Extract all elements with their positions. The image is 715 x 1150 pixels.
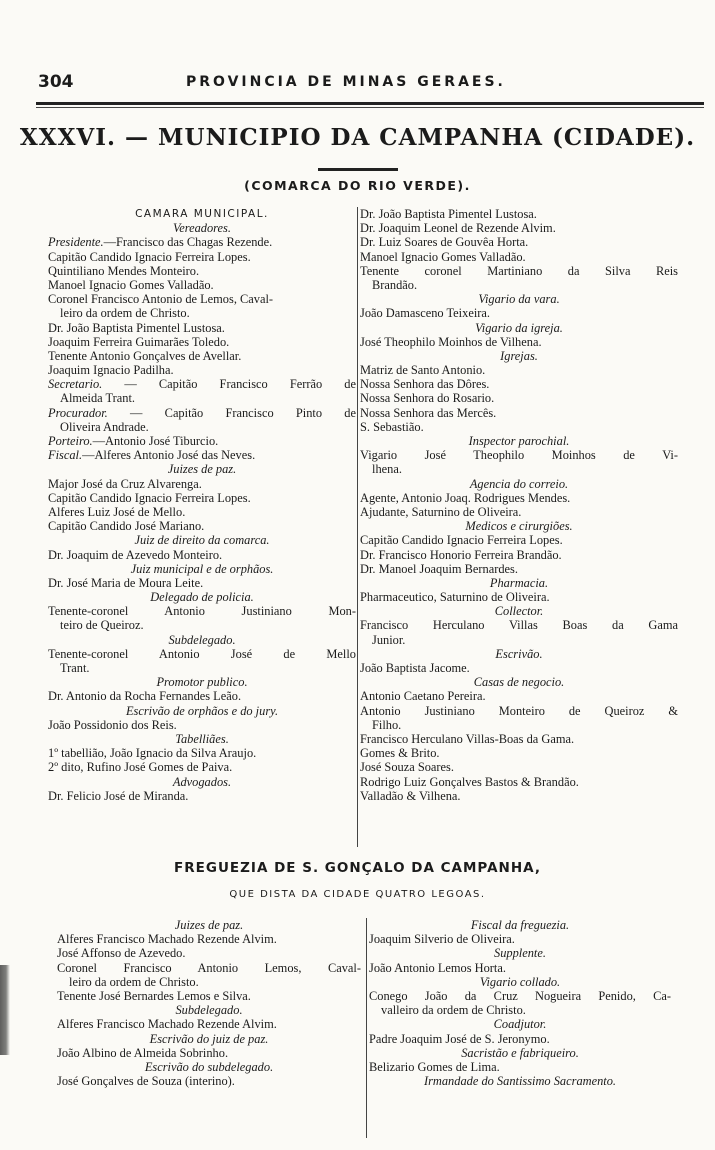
entry-text: Alferes Francisco Machado Rezende Alvim. xyxy=(57,932,277,947)
entry-text: lhena. xyxy=(372,462,402,477)
entry-text: Francisco Herculano Villas-Boas da Gama. xyxy=(360,731,575,746)
entry-text: João Baptista Jacome. xyxy=(360,661,470,675)
list-entry xyxy=(360,789,678,803)
list-entry xyxy=(48,250,356,264)
list-entry xyxy=(48,406,356,420)
section-heading xyxy=(369,1017,671,1031)
entry-text: Ajudante, Saturnino de Oliveira. xyxy=(360,504,522,519)
section-heading xyxy=(360,604,678,618)
entry-text: Supplente. xyxy=(494,946,546,961)
entry-text: Antonio Caetano Pereira. xyxy=(360,689,486,704)
entry-text: Subdelegado. xyxy=(175,1003,243,1018)
freguezia-heading: FREGUEZIA DE S. GONÇALO DA CAMPANHA, xyxy=(174,860,541,876)
municipio-title: XXXVI. — MUNICIPIO DA CAMPANHA (CIDADE). xyxy=(19,124,696,151)
entry-text: Juiz municipal e de orphãos. xyxy=(130,561,274,576)
section-heading xyxy=(48,533,356,547)
list-entry xyxy=(360,250,678,264)
list-entry xyxy=(48,363,356,377)
list-entry xyxy=(369,1032,671,1046)
list-entry xyxy=(48,278,356,292)
entry-text: Antonio Justiniano Monteiro de Queiroz & xyxy=(360,703,678,718)
list-entry xyxy=(48,746,356,760)
entry-text: —Francisco das Chagas Rezende. xyxy=(103,235,273,250)
entry-text: Escrivão do subdelegado. xyxy=(144,1059,274,1074)
list-entry xyxy=(360,462,678,476)
entry-text: Matriz de Santo Antonio. xyxy=(360,363,486,378)
list-entry xyxy=(360,689,678,703)
entry-text: Tenente José Bernardes Lemos e Silva. xyxy=(57,988,251,1003)
list-entry xyxy=(57,961,361,975)
entry-label: Presidente. xyxy=(48,235,104,250)
entry-text: Alferes Francisco Machado Rezende Alvim. xyxy=(57,1017,277,1032)
entry-text: Collector. xyxy=(494,604,544,619)
entry-text: Capitão Candido Ignacio Ferreira Lopes. xyxy=(48,249,251,264)
entry-text: Escrivão do juiz de paz. xyxy=(149,1031,269,1046)
entry-text: Manoel Ignacio Gomes Valladão. xyxy=(360,249,526,264)
entry-text: Capitão Candido Ignacio Ferreira Lopes. xyxy=(360,533,563,548)
entry-text: Belizario Gomes de Lima. xyxy=(369,1059,500,1074)
entry-text: —Antonio José Tiburcio. xyxy=(92,434,219,448)
list-entry xyxy=(57,932,361,946)
entry-text: Quintiliano Mendes Monteiro. xyxy=(48,263,200,278)
list-entry xyxy=(360,661,678,675)
section-heading xyxy=(369,975,671,989)
list-entry xyxy=(48,618,356,632)
entry-text: Manoel Ignacio Gomes Valladão. xyxy=(48,277,214,292)
entry-text: José Gonçalves de Souza (interino). xyxy=(57,1074,235,1089)
entry-text: Joaquim Ignacio Padilha. xyxy=(48,363,174,378)
entry-text: Trant. xyxy=(60,661,90,675)
section2-left-column xyxy=(57,918,361,1088)
entry-text: Dr. Luiz Soares de Gouvêa Horta. xyxy=(360,235,529,250)
entry-text: Fiscal da freguezia. xyxy=(470,918,570,932)
list-entry xyxy=(369,1003,671,1017)
entry-text: teiro de Queiroz. xyxy=(60,618,144,633)
entry-text: Igrejas. xyxy=(500,348,538,363)
entry-text: Francisco Herculano Villas Boas da Gama xyxy=(360,618,678,633)
entry-text: leiro da ordem de Christo. xyxy=(60,306,190,321)
section-heading xyxy=(48,633,356,647)
entry-text: Filho. xyxy=(372,717,402,732)
entry-text: Conego João da Cruz Nogueira Penido, Ca- xyxy=(369,988,671,1003)
list-entry xyxy=(48,647,356,661)
list-entry xyxy=(369,989,671,1003)
list-entry xyxy=(360,448,678,462)
list-entry xyxy=(360,207,678,221)
entry-text: Tenente-coronel Antonio Justiniano Mon- xyxy=(48,604,356,619)
list-entry xyxy=(48,292,356,306)
entry-text: Vigario collado. xyxy=(479,974,561,989)
column-divider xyxy=(366,918,367,1138)
list-entry xyxy=(48,789,356,803)
entry-text: Vigario da igreja. xyxy=(475,320,563,335)
entry-text: Nossa Senhora do Rosario. xyxy=(360,391,495,406)
entry-text: Irmandade do Santissimo Sacramento. xyxy=(423,1074,617,1089)
section-heading xyxy=(48,732,356,746)
entry-text: Agente, Antonio Joaq. Rodrigues Mendes. xyxy=(360,490,571,505)
list-entry xyxy=(48,306,356,320)
section-heading xyxy=(360,519,678,533)
list-entry xyxy=(360,732,678,746)
section1-left-column xyxy=(48,207,356,803)
entry-text: Capitão Candido José Mariano. xyxy=(48,519,205,534)
list-entry xyxy=(360,548,678,562)
list-entry xyxy=(48,689,356,703)
section-heading xyxy=(48,462,356,476)
title-rule xyxy=(318,168,398,171)
section-heading xyxy=(57,1032,361,1046)
section-heading xyxy=(360,292,678,306)
list-entry xyxy=(360,618,678,632)
entry-text: José Souza Soares. xyxy=(360,760,454,775)
entry-text: Promotor publico. xyxy=(156,675,248,690)
entry-text: Alferes Luiz José de Mello. xyxy=(48,504,186,519)
list-entry xyxy=(48,264,356,278)
entry-text: Almeida Trant. xyxy=(60,391,136,406)
entry-label: Porteiro. xyxy=(48,434,93,448)
running-title: PROVINCIA DE MINAS GERAES. xyxy=(186,74,506,90)
list-entry xyxy=(360,278,678,292)
entry-text: Nossa Senhora das Dôres. xyxy=(360,377,490,392)
entry-text: S. Sebastião. xyxy=(360,419,424,434)
list-entry xyxy=(360,264,678,278)
entry-text: Gomes & Brito. xyxy=(360,746,440,761)
list-entry xyxy=(360,377,678,391)
entry-text: Subdelegado. xyxy=(168,632,236,647)
list-entry xyxy=(360,775,678,789)
entry-text: leiro da ordem de Christo. xyxy=(69,974,199,989)
entry-text: Tenente-coronel Antonio José de Mello xyxy=(48,646,356,661)
entry-text: Juizes de paz. xyxy=(167,462,237,477)
entry-text: Dr. Francisco Honorio Ferreira Brandão. xyxy=(360,547,562,562)
list-entry xyxy=(48,434,356,448)
entry-text: Coronel Francisco Antonio Lemos, Caval- xyxy=(57,960,361,975)
comarca-subtitle: (COMARCA DO RIO VERDE). xyxy=(244,178,471,193)
running-head xyxy=(0,72,715,96)
list-entry xyxy=(360,406,678,420)
entry-text: Dr. Antonio da Rocha Fernandes Leão. xyxy=(48,689,242,704)
entry-text: João Possidonio dos Reis. xyxy=(48,717,177,732)
entry-text: Tabelliães. xyxy=(175,731,229,746)
header-rule-thin xyxy=(36,107,704,108)
list-entry xyxy=(48,321,356,335)
list-entry xyxy=(48,391,356,405)
list-entry xyxy=(360,235,678,249)
entry-text: Dr. Joaquim Leonel de Rezende Alvim. xyxy=(360,221,556,236)
list-entry xyxy=(48,349,356,363)
entry-text: Tenente Antonio Gonçalves de Avellar. xyxy=(48,348,242,363)
entry-text: Pharmaceutico, Saturnino de Oliveira. xyxy=(360,590,550,605)
entry-text: Dr. João Baptista Pimentel Lustosa. xyxy=(360,207,537,221)
entry-text: Dr. Joaquim de Azevedo Monteiro. xyxy=(48,547,223,562)
entry-text: Oliveira Andrade. xyxy=(60,419,149,434)
list-entry xyxy=(57,1046,361,1060)
list-entry xyxy=(57,1017,361,1031)
list-entry xyxy=(369,1060,671,1074)
list-entry xyxy=(48,519,356,533)
entry-text: 2º dito, Rufino José Gomes de Paiva. xyxy=(48,760,233,775)
entry-text: Inspector parochial. xyxy=(468,434,570,448)
entry-text: Coadjutor. xyxy=(493,1017,547,1032)
list-entry xyxy=(360,306,678,320)
section-heading xyxy=(360,576,678,590)
entry-text: Escrivão. xyxy=(495,646,543,661)
list-entry xyxy=(48,377,356,391)
entry-text: José Theophilo Moinhos de Vilhena. xyxy=(360,334,542,349)
entry-text: 1º tabellião, João Ignacio da Silva Araujo. xyxy=(48,746,257,761)
entry-text: — Capitão Francisco Ferrão de xyxy=(102,377,356,392)
entry-text: Vigario da vara. xyxy=(478,292,560,307)
list-entry xyxy=(360,760,678,774)
section-heading xyxy=(48,775,356,789)
list-entry xyxy=(360,420,678,434)
entry-text: Joaquim Silverio de Oliveira. xyxy=(369,932,515,947)
list-entry xyxy=(360,590,678,604)
list-entry xyxy=(360,363,678,377)
entry-text: Rodrigo Luiz Gonçalves Bastos & Brandão. xyxy=(360,774,579,789)
entry-text: José Affonso de Azevedo. xyxy=(57,946,186,961)
list-entry xyxy=(360,505,678,519)
entry-text: Dr. João Baptista Pimentel Lustosa. xyxy=(48,320,225,335)
entry-text: Dr. Felicio José de Miranda. xyxy=(48,788,189,803)
list-entry xyxy=(360,633,678,647)
list-entry xyxy=(48,548,356,562)
entry-text: —Alferes Antonio José das Neves. xyxy=(82,448,256,463)
entry-text: Padre Joaquim José de S. Jeronymo. xyxy=(369,1031,550,1046)
list-entry xyxy=(360,391,678,405)
list-entry xyxy=(57,1074,361,1088)
entry-text: Escrivão de orphãos e do jury. xyxy=(125,703,279,718)
section-heading xyxy=(360,349,678,363)
list-entry xyxy=(48,420,356,434)
entry-text: valleiro da ordem de Christo. xyxy=(381,1003,526,1018)
entry-text: Valladão & Vilhena. xyxy=(360,788,461,803)
entry-text: Delegado de policia. xyxy=(150,590,254,605)
entry-text: Junior. xyxy=(372,632,406,647)
freguezia-subline: QUE DISTA DA CIDADE QUATRO LEGOAS. xyxy=(229,889,486,900)
list-entry xyxy=(369,961,671,975)
section-heading xyxy=(369,918,671,932)
entry-text: Vereadores. xyxy=(173,221,231,236)
section-heading xyxy=(369,946,671,960)
list-entry xyxy=(360,746,678,760)
entry-text: Pharmacia. xyxy=(489,575,549,590)
list-entry xyxy=(48,235,356,249)
column-divider xyxy=(357,207,358,847)
entry-text: Brandão. xyxy=(372,277,418,292)
section-heading xyxy=(48,221,356,235)
entry-text: Juizes de paz. xyxy=(174,918,244,932)
section-heading xyxy=(369,1074,671,1088)
list-entry xyxy=(360,221,678,235)
entry-label: Procurador. xyxy=(48,405,108,420)
list-entry xyxy=(57,946,361,960)
list-entry xyxy=(48,661,356,675)
section-heading xyxy=(360,675,678,689)
entry-text: Dr. José Maria de Moura Leite. xyxy=(48,575,204,590)
entry-text: Vigario José Theophilo Moinhos de Vi- xyxy=(360,448,678,463)
section2-right-column xyxy=(369,918,671,1088)
list-entry xyxy=(369,932,671,946)
list-entry xyxy=(360,562,678,576)
list-entry xyxy=(57,975,361,989)
entry-text: Major José da Cruz Alvarenga. xyxy=(48,476,202,491)
list-entry xyxy=(57,989,361,1003)
section-heading xyxy=(48,675,356,689)
entry-text: Advogados. xyxy=(172,774,232,789)
section-heading xyxy=(57,918,361,932)
entry-text: Agencia do correio. xyxy=(469,476,569,491)
entry-label: Fiscal. xyxy=(48,448,83,463)
list-entry xyxy=(360,533,678,547)
list-entry xyxy=(360,491,678,505)
list-entry xyxy=(48,335,356,349)
entry-text: Joaquim Ferreira Guimarães Toledo. xyxy=(48,334,230,349)
entry-text: Tenente coronel Martiniano da Silva Reis xyxy=(360,263,678,278)
section-heading xyxy=(57,1003,361,1017)
list-entry xyxy=(48,718,356,732)
entry-text: João Damasceno Teixeira. xyxy=(360,306,490,321)
section-heading xyxy=(369,1046,671,1060)
header-rule-thick xyxy=(36,102,704,105)
section-heading xyxy=(360,434,678,448)
list-entry xyxy=(360,704,678,718)
list-entry xyxy=(48,576,356,590)
entry-text: João Antonio Lemos Horta. xyxy=(369,960,506,975)
section1-right-column xyxy=(360,207,678,803)
entry-text: Sacristão e fabriqueiro. xyxy=(461,1045,579,1060)
entry-label: Secretario. xyxy=(48,377,103,392)
entry-text: Juiz de direito da comarca. xyxy=(134,533,270,548)
entry-text: Casas de negocio. xyxy=(473,675,565,690)
entry-text: João Albino de Almeida Sobrinho. xyxy=(57,1045,229,1060)
list-entry xyxy=(48,207,356,221)
section-heading xyxy=(360,477,678,491)
entry-text: Coronel Francisco Antonio de Lemos, Caval- xyxy=(48,292,274,307)
section-heading xyxy=(48,704,356,718)
section-heading xyxy=(48,562,356,576)
section-heading xyxy=(57,1060,361,1074)
entry-text: Dr. Manoel Joaquim Bernardes. xyxy=(360,561,518,576)
binding-edge-shadow xyxy=(0,965,10,1055)
list-entry xyxy=(48,491,356,505)
section-heading xyxy=(48,590,356,604)
entry-text: Capitão Candido Ignacio Ferreira Lopes. xyxy=(48,490,251,505)
list-entry xyxy=(48,505,356,519)
entry-text: Nossa Senhora das Mercês. xyxy=(360,405,497,420)
list-entry xyxy=(48,604,356,618)
page-number: 304 xyxy=(38,72,74,92)
entry-text: CAMARA MUNICIPAL. xyxy=(135,208,269,220)
entry-text: — Capitão Francisco Pinto de xyxy=(107,405,356,420)
list-entry xyxy=(360,335,678,349)
list-entry xyxy=(48,448,356,462)
entry-text: Medicos e cirurgiões. xyxy=(465,519,573,534)
list-entry xyxy=(48,760,356,774)
section-heading xyxy=(360,321,678,335)
section-heading xyxy=(360,647,678,661)
list-entry xyxy=(360,718,678,732)
list-entry xyxy=(48,477,356,491)
